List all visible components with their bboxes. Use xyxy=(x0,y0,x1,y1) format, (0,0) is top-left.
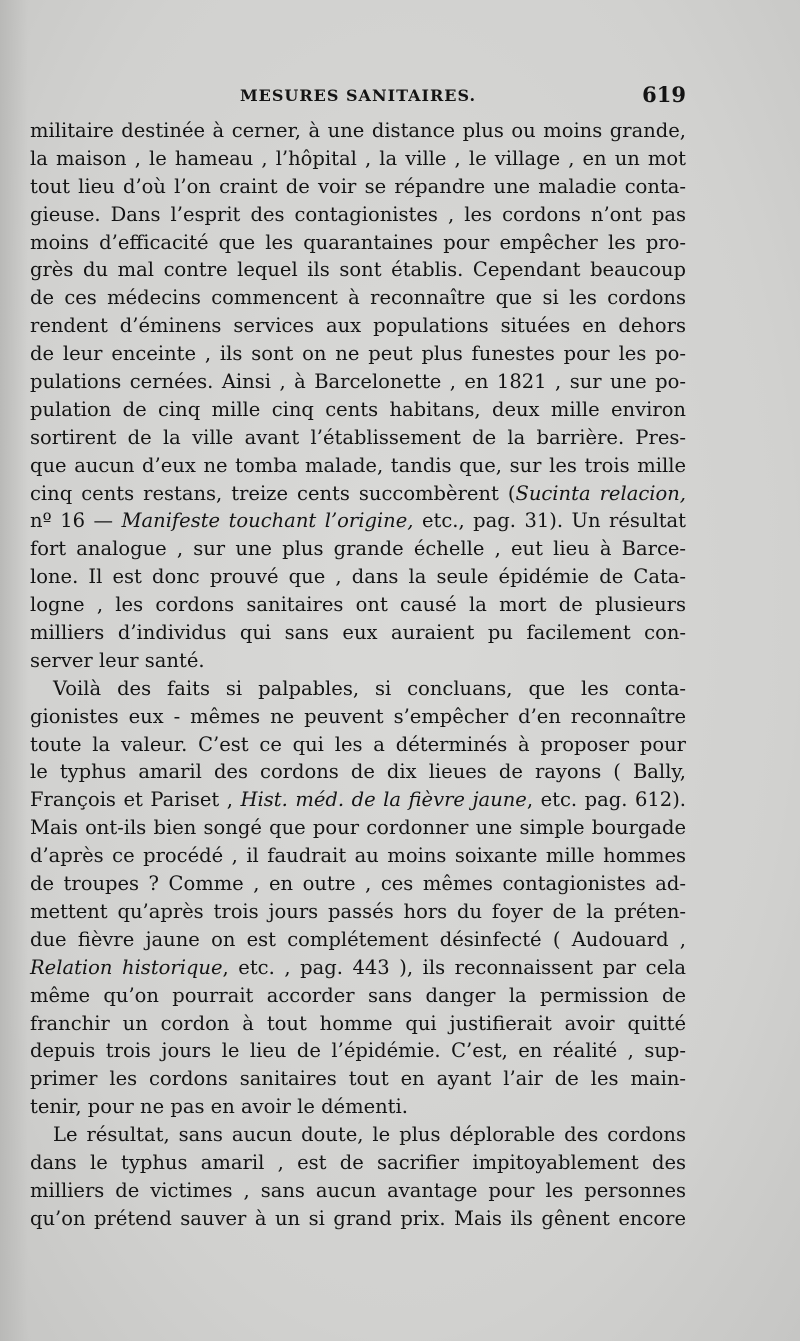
text-segment: toute la valeur. C’est ce qui les a déterminés à proposer pour xyxy=(30,732,686,756)
text-segment: , etc. pag. 612). xyxy=(526,788,686,812)
text-segment: rendent d’éminens services aux populations situées en dehors xyxy=(30,314,686,338)
text-segment: de troupes ? Comme , en outre , ces mêmes contagionistes ad- xyxy=(30,872,686,896)
text-line xyxy=(30,396,686,424)
text-line xyxy=(30,758,686,786)
text-segment: franchir un cordon à tout homme qui justifierait avoir quitté xyxy=(30,1011,686,1035)
italic-citation: Sucinta relacion, xyxy=(515,481,686,505)
text-line xyxy=(30,312,686,340)
text-segment: moins d’efficacité que les quarantaines pour empêcher les pro- xyxy=(30,230,686,254)
text-segment: server leur santé. xyxy=(30,648,205,672)
text-line xyxy=(30,1065,686,1093)
text-line xyxy=(30,256,686,284)
text-segment: sortirent de la ville avant l’établissement de la barrière. Pres- xyxy=(30,425,686,449)
text-segment: tenir, pour ne pas en avoir le démenti. xyxy=(30,1095,408,1119)
page-number: 619 xyxy=(642,82,686,107)
text-segment: tout lieu d’où l’on craint de voir se répandre une maladie conta- xyxy=(30,174,686,198)
text-segment: même qu’on pourrait accorder sans danger la permission de xyxy=(30,983,686,1007)
text-segment: mettent qu’après trois jours passés hors du foyer de la préten- xyxy=(30,899,686,923)
text-segment: pulations cernées. Ainsi , à Barcelonette , en 1821 , sur une po- xyxy=(30,370,686,394)
text-line xyxy=(30,117,686,145)
text-line xyxy=(30,870,686,898)
text-line xyxy=(30,1177,686,1205)
italic-citation: Relation historique xyxy=(30,955,223,979)
text-segment: logne , les cordons sanitaires ont causé la mort de plusieurs xyxy=(30,593,686,617)
text-line xyxy=(30,1149,686,1177)
text-line xyxy=(30,284,686,312)
text-line xyxy=(30,563,686,591)
text-line xyxy=(30,1121,686,1149)
text-line xyxy=(30,340,686,368)
text-segment: de ces médecins commencent à reconnaître que si les cordons xyxy=(30,286,686,310)
text-line xyxy=(30,1205,686,1233)
text-segment: lone. Il est donc prouvé que , dans la seule épidémie de Cata- xyxy=(30,565,686,589)
text-segment: nº 16 — xyxy=(30,509,122,533)
text-line xyxy=(30,814,686,842)
text-segment: , etc. , pag. 443 ), ils reconnaissent par cela xyxy=(222,955,686,979)
text-segment: d’après ce procédé , il faudrait au moins soixante mille hommes xyxy=(30,844,686,868)
text-segment: Le résultat, sans aucun doute, le plus déplorable des cordons xyxy=(53,1123,686,1147)
text-segment: gieuse. Dans l’esprit des contagionistes , les cordons n’ont pas xyxy=(30,202,686,226)
text-segment: le typhus amaril des cordons de dix lieues de rayons ( Bally, xyxy=(30,760,686,784)
text-segment: milliers d’individus qui sans eux auraient pu facilement con- xyxy=(30,621,686,645)
text-line xyxy=(30,1037,686,1065)
text-line xyxy=(30,703,686,731)
body-text xyxy=(30,117,686,1233)
text-segment: gionistes eux - mêmes ne peuvent s’empêcher d’en reconnaître xyxy=(30,704,686,728)
text-segment: Mais ont-ils bien songé que pour cordonner une simple bourgade xyxy=(30,816,686,840)
page-gutter-shadow xyxy=(0,0,28,1341)
text-line xyxy=(30,954,686,982)
text-segment: etc., pag. 31). Un résultat xyxy=(413,509,687,533)
text-segment: qu’on prétend sauver à un si grand prix. Mais ils gênent encore xyxy=(30,1206,686,1230)
text-line xyxy=(30,926,686,954)
text-segment: militaire destinée à cerner, à une distance plus ou moins grande, xyxy=(30,119,686,142)
text-line xyxy=(30,675,686,703)
text-segment: la maison , le hameau , l’hôpital , la ville , le village , en un mot xyxy=(30,146,686,170)
text-segment: depuis trois jours le lieu de l’épidémie. C’est, en réalité , sup- xyxy=(30,1039,686,1063)
text-segment: de leur enceinte , ils sont on ne peut plus funestes pour les po- xyxy=(30,342,686,366)
text-line xyxy=(30,145,686,173)
text-segment: Voilà des faits si palpables, si concluans, que les conta- xyxy=(53,676,686,700)
text-line xyxy=(30,1010,686,1038)
text-line xyxy=(30,480,686,508)
text-line xyxy=(30,619,686,647)
text-line xyxy=(30,647,686,675)
text-line xyxy=(30,201,686,229)
italic-citation: Manifeste touchant l’origine, xyxy=(121,509,414,533)
italic-citation: Hist. méd. de la fièvre jaune xyxy=(240,788,527,812)
text-segment: pulation de cinq mille cinq cents habitans, deux mille environ xyxy=(30,397,686,421)
text-line xyxy=(30,842,686,870)
text-line xyxy=(30,424,686,452)
text-segment: grès du mal contre lequel ils sont établis. Cependant beaucoup xyxy=(30,258,686,282)
text-line xyxy=(30,535,686,563)
text-line xyxy=(30,507,686,535)
text-line xyxy=(30,1093,686,1121)
text-line xyxy=(30,368,686,396)
running-title: MESURES SANITAIRES. xyxy=(239,86,477,105)
text-line xyxy=(30,591,686,619)
text-line xyxy=(30,173,686,201)
text-segment: que aucun d’eux ne tomba malade, tandis que, sur les trois mille xyxy=(30,453,686,477)
running-head xyxy=(30,82,686,112)
text-line xyxy=(30,452,686,480)
text-segment: cinq cents restans, treize cents succombèrent ( xyxy=(30,481,516,505)
text-segment: due fièvre jaune on est complétement désinfecté ( Audouard , xyxy=(30,927,686,951)
text-line xyxy=(30,786,686,814)
text-segment: dans le typhus amaril , est de sacrifier impitoyablement des xyxy=(30,1150,686,1174)
text-segment: François et Pariset , xyxy=(30,788,241,812)
text-segment: primer les cordons sanitaires tout en ayant l’air de les main- xyxy=(30,1067,686,1091)
text-line xyxy=(30,898,686,926)
text-line xyxy=(30,982,686,1010)
text-segment: fort analogue , sur une plus grande échelle , eut lieu à Barce- xyxy=(30,537,686,561)
text-line xyxy=(30,731,686,759)
text-segment: milliers de victimes , sans aucun avantage pour les personnes xyxy=(30,1178,686,1202)
text-line xyxy=(30,229,686,257)
